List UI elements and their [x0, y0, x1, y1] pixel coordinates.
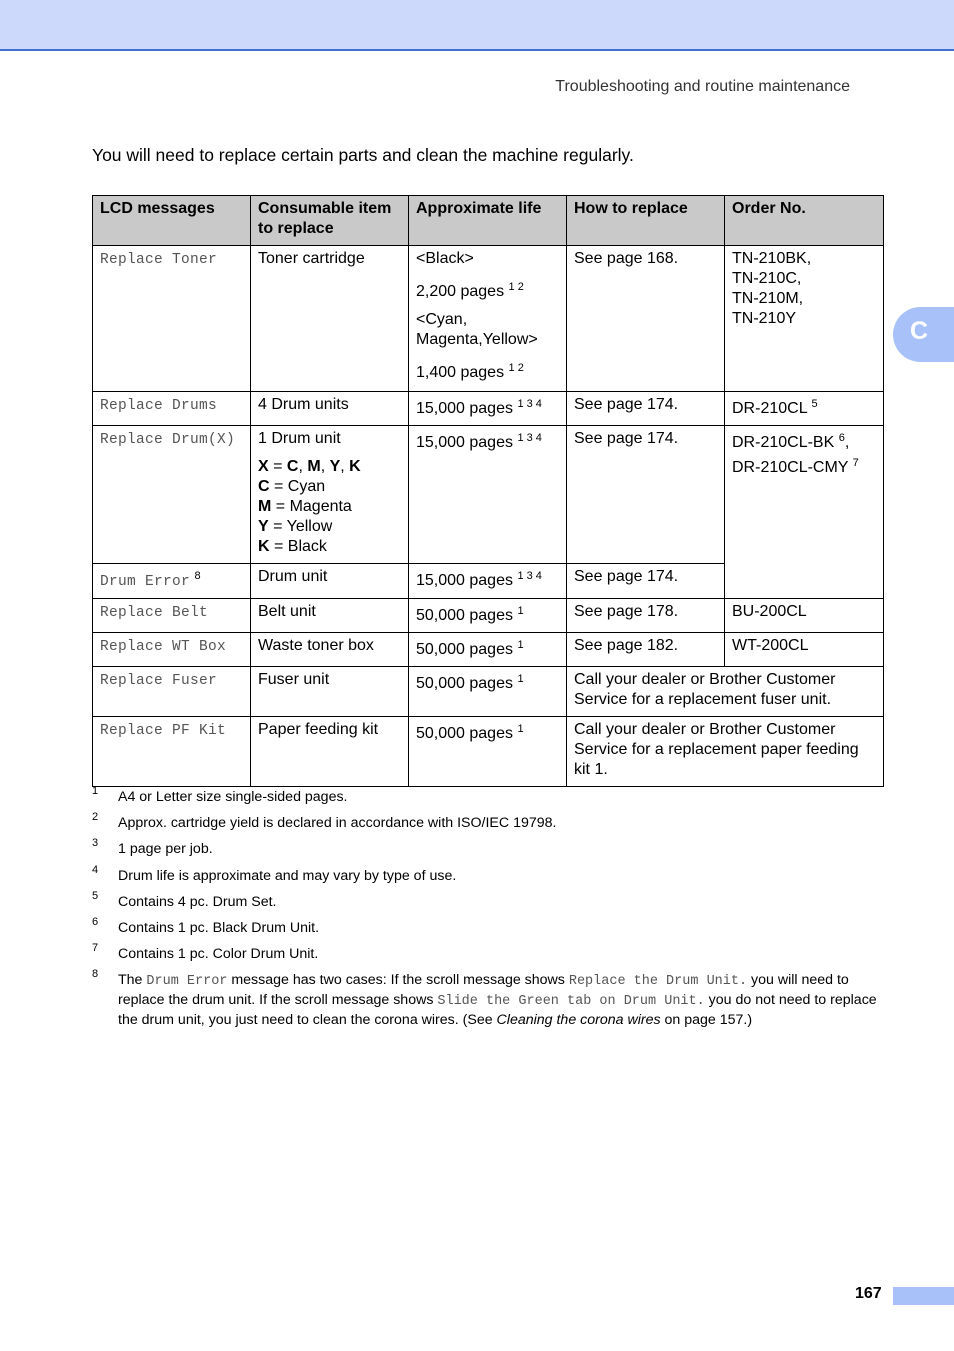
item-cell: Belt unit	[251, 599, 409, 633]
table-row	[93, 633, 884, 667]
lcd-cell	[93, 564, 251, 599]
color-key: X = C, M, Y, K	[258, 458, 361, 475]
lcd-cell	[93, 667, 251, 717]
color-legend-item	[258, 537, 401, 557]
order-cell: BU-200CL	[725, 599, 884, 633]
color-legend-item	[258, 497, 401, 517]
life-cell	[409, 599, 567, 633]
footnote-ref: 1 3 4	[517, 398, 542, 410]
lcd-message: Replace Toner	[100, 252, 218, 268]
footnote-ref: 5	[811, 398, 818, 410]
footnote-text-part: message has two cases: If the scroll message shows	[227, 972, 569, 989]
order-no: TN-210C,	[732, 270, 802, 287]
lcd-cell	[93, 717, 251, 787]
life-color-label: <Cyan, Magenta,Yellow>	[416, 311, 538, 348]
order-cell	[725, 392, 884, 426]
footnote-text: A4 or Letter size single-sided pages.	[118, 789, 348, 805]
how-cell: See page 182.	[567, 633, 725, 667]
lcd-message: Replace Belt	[100, 605, 209, 621]
life-cell	[409, 717, 567, 787]
life-pages: 50,000 pages	[416, 641, 513, 658]
order-cell	[725, 246, 884, 392]
how-cell: See page 174.	[567, 426, 725, 564]
how-cell: See page 168.	[567, 246, 725, 392]
lcd-message: Drum Error	[100, 574, 191, 590]
footnote-ref: 1	[517, 639, 524, 651]
col-header-how: How to replace	[567, 196, 725, 246]
order-no: TN-210Y	[732, 310, 797, 327]
footnote-number: 2	[92, 811, 99, 824]
footnote-text: Approx. cartridge yield is declared in accordance with ISO/IEC 19798.	[118, 815, 557, 832]
how-cell: Call your dealer or Brother Customer Service for a replacement fuser unit.	[567, 667, 884, 717]
key-eq: =	[268, 458, 287, 475]
life-pages: 50,000 pages	[416, 725, 513, 742]
key-letter: C	[286, 458, 299, 475]
key-letter: M	[307, 458, 321, 475]
footnote-text: 1 page per job.	[118, 841, 213, 858]
page-number-band	[893, 1287, 954, 1305]
chapter-tab	[893, 307, 954, 362]
legend-letter: M	[258, 498, 272, 515]
lcd-message: Replace Fuser	[100, 673, 218, 689]
key-letter: K	[349, 458, 361, 475]
life-cell	[409, 564, 567, 599]
lcd-cell	[93, 246, 251, 392]
footnote-text-part: you do not need to replace the drum unit, you just need to clean the corona wires. (See	[118, 992, 877, 1029]
lcd-cell	[93, 426, 251, 564]
item-name: 1 Drum unit	[258, 430, 341, 447]
order-line	[732, 458, 876, 478]
color-legend-item	[258, 477, 401, 497]
footnote	[92, 889, 884, 911]
life-black-label: <Black>	[416, 250, 474, 267]
page-number: 167	[855, 1285, 882, 1302]
life-cell	[409, 426, 567, 564]
consumables-table	[92, 195, 884, 787]
life-color-line	[416, 363, 559, 383]
footnote	[92, 863, 884, 885]
order-no: DR-210CL-CMY	[732, 459, 849, 476]
life-pages: 50,000 pages	[416, 607, 513, 624]
footnotes	[92, 785, 884, 1038]
order-no: DR-210CL	[732, 400, 807, 417]
legend-text: = Black	[269, 538, 327, 555]
item-cell	[251, 426, 409, 564]
footnote-ref: 1 3 4	[517, 432, 542, 444]
footnote-ref: 1 3 4	[517, 570, 542, 582]
footnote-number: 7	[92, 942, 99, 955]
footnote	[92, 915, 884, 937]
table-row	[93, 667, 884, 717]
legend-letter: C	[258, 478, 270, 495]
footnote-text-part: The	[118, 972, 147, 989]
footnote-ref: 1 2	[508, 362, 524, 374]
key-letter: X	[258, 458, 269, 475]
life-cell	[409, 667, 567, 717]
item-cell: Drum unit	[251, 564, 409, 599]
lcd-cell	[93, 599, 251, 633]
item-cell: Waste toner box	[251, 633, 409, 667]
table-header-row	[93, 196, 884, 246]
col-header-life: Approximate life	[409, 196, 567, 246]
footnote-ref: 7	[852, 457, 859, 469]
order-cell	[725, 426, 884, 599]
life-cell	[409, 392, 567, 426]
legend-text: = Cyan	[269, 478, 326, 495]
col-header-item: Consumable item to replace	[251, 196, 409, 246]
how-cell: See page 178.	[567, 599, 725, 633]
footnote-text-part: on page 157.)	[660, 1012, 753, 1029]
life-pages: 15,000 pages	[416, 400, 513, 417]
item-cell: Paper feeding kit	[251, 717, 409, 787]
legend-text: = Yellow	[268, 518, 333, 535]
footnote-ref: 1	[517, 605, 524, 617]
footnote-text: Contains 1 pc. Black Drum Unit.	[118, 919, 320, 936]
how-cell: See page 174.	[567, 392, 725, 426]
legend-letter: K	[258, 538, 270, 555]
order-line: DR-210CL-BK $^6$,	[732, 432, 850, 451]
life-color-pages: 1,400 pages	[416, 364, 505, 381]
item-cell: Toner cartridge	[251, 246, 409, 392]
top-header-band	[0, 0, 954, 51]
footnote-number: 5	[92, 889, 99, 902]
order-cell: WT-200CL	[725, 633, 884, 667]
how-cell: Call your dealer or Brother Customer Service for a replacement paper feeding kit 1.	[567, 717, 884, 787]
life-black-line	[416, 282, 559, 302]
life-cell	[409, 246, 567, 392]
col-header-lcd: LCD messages	[93, 196, 251, 246]
footnote	[92, 837, 884, 858]
lcd-message: Replace Drum(X)	[100, 432, 236, 448]
lcd-message-inline: Drum Error	[146, 974, 228, 990]
lcd-message-inline: Slide the Green tab on Drum Unit.	[437, 994, 705, 1010]
legend-letter: Y	[258, 518, 269, 535]
order-no: TN-210BK,	[732, 250, 812, 267]
footnote-text-part: you will need to replace the drum unit. If the scroll message shows	[118, 972, 849, 1009]
cross-reference: Cleaning the corona wires	[496, 1012, 661, 1029]
footnote-number: 1	[92, 785, 99, 797]
lcd-cell	[93, 392, 251, 426]
life-pages: 15,000 pages	[416, 572, 513, 589]
footnote-ref: 6	[838, 432, 845, 444]
order-no: TN-210M,	[732, 290, 804, 307]
life-pages: 50,000 pages	[416, 675, 513, 692]
table-row	[93, 392, 884, 426]
color-legend-item	[258, 517, 401, 537]
footnote-text: Contains 1 pc. Color Drum Unit.	[118, 946, 319, 963]
footnote-text: Drum life is approximate and may vary by type of use.	[118, 867, 457, 884]
lcd-cell	[93, 633, 251, 667]
col-header-order: Order No.	[725, 196, 884, 246]
lcd-message: Replace WT Box	[100, 639, 227, 655]
footnote	[92, 942, 884, 963]
footnote-ref: 1	[517, 723, 524, 735]
running-header: Troubleshooting and routine maintenance	[555, 78, 850, 95]
table-row	[93, 717, 884, 787]
footnote-ref: 1	[517, 673, 524, 685]
table-row	[93, 246, 884, 392]
footnote-number: 6	[92, 915, 99, 928]
table-row	[93, 599, 884, 633]
how-cell: See page 174.	[567, 564, 725, 599]
footnote-text	[118, 972, 877, 1028]
chapter-tab-letter: C	[910, 317, 929, 345]
footnote-ref: 8	[194, 570, 201, 582]
key-letter: Y	[329, 458, 341, 475]
order-no: DR-210CL-BK	[732, 434, 835, 451]
footnote-ref: 1 2	[508, 281, 524, 293]
footnote-text: Contains 4 pc. Drum Set.	[118, 893, 277, 910]
lcd-message-inline: Replace the Drum Unit.	[568, 974, 748, 990]
footnote	[92, 785, 884, 806]
footnote-number: 4	[92, 863, 99, 876]
life-cell	[409, 633, 567, 667]
lcd-message: Replace Drums	[100, 398, 218, 414]
footnote	[92, 811, 884, 832]
footnote-number: 8	[92, 968, 99, 981]
footnote	[92, 968, 884, 1029]
intro-paragraph: You will need to replace certain parts and clean the machine regularly.	[92, 145, 634, 165]
table-row	[93, 426, 884, 564]
item-cell: Fuser unit	[251, 667, 409, 717]
legend-text: = Magenta	[271, 498, 352, 515]
item-cell: 4 Drum units	[251, 392, 409, 426]
lcd-message: Replace PF Kit	[100, 723, 227, 739]
life-pages: 15,000 pages	[416, 434, 513, 451]
life-black-pages: 2,200 pages	[416, 283, 505, 300]
footnote-number: 3	[92, 837, 99, 850]
